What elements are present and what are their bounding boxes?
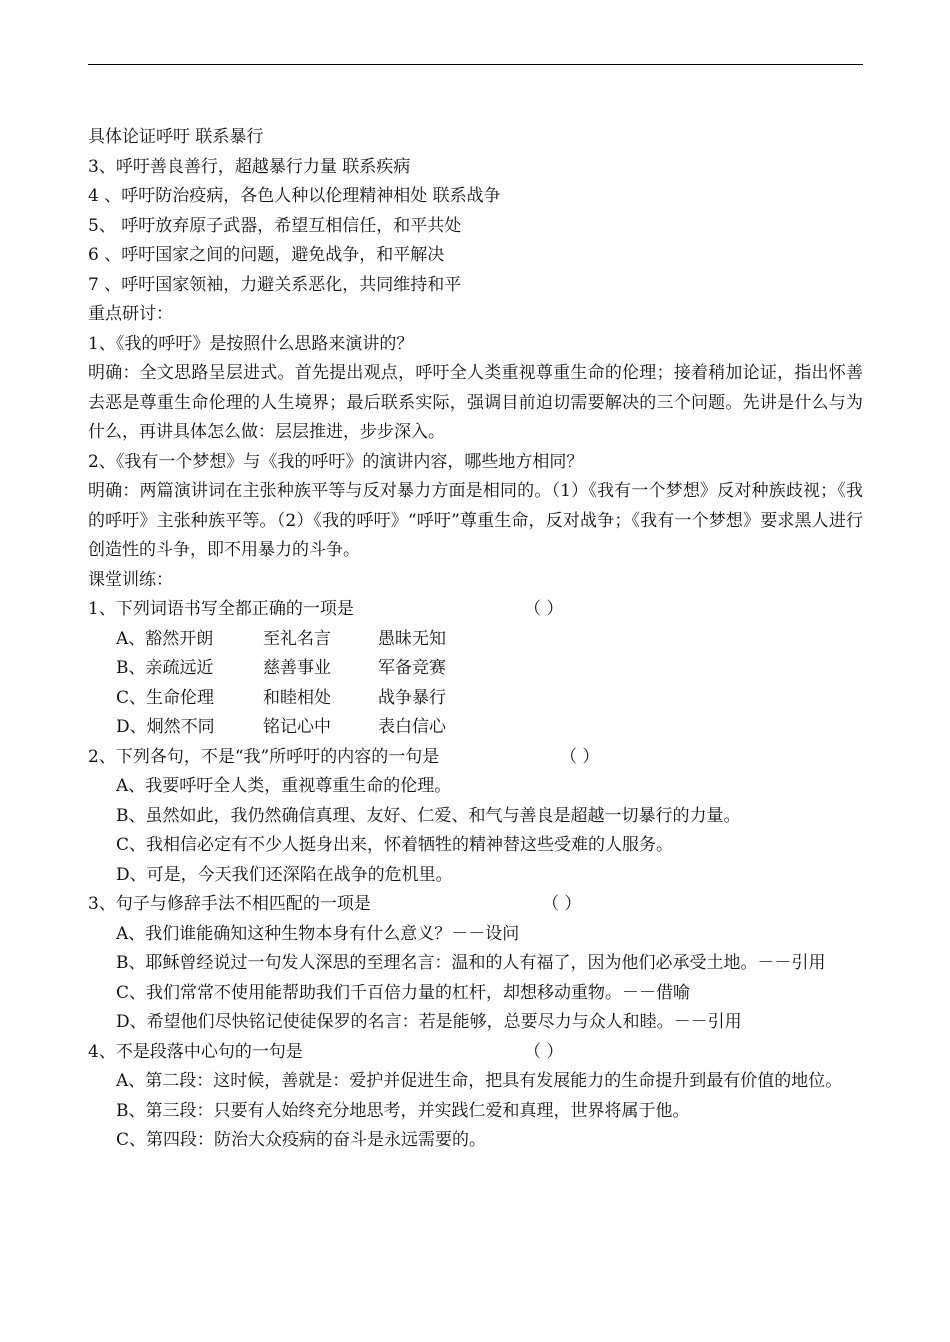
answer-blank: （ ） <box>542 894 582 914</box>
question-1-stem <box>88 595 863 625</box>
option-word: 愚昧无知 <box>378 628 446 649</box>
question-text: 1、下列词语书写全都正确的一项是 <box>88 599 354 619</box>
question-1-option <box>88 713 863 743</box>
practice-heading: 课堂训练： <box>88 569 173 590</box>
header-rule <box>88 64 863 65</box>
question-2-option: A、我要呼吁全人类，重视尊重生命的伦理。 <box>116 776 452 796</box>
text-line: 4 、呼吁防治疫病，各色人种以伦理精神相处 联系战争 <box>88 186 501 206</box>
question-3-option: C、我们常常不使用能帮助我们千百倍力量的杠杆，却想移动重物。－－借喻 <box>116 982 691 1003</box>
question-1-option <box>88 654 863 684</box>
option-word: B、亲疏远近 <box>116 658 214 678</box>
question-4-option: A、第二段：这时候，善就是：爱护并促进生命，把具有发展能力的生命提升到最有价值的地位。 <box>116 1071 843 1091</box>
text-line: 5、 呼吁放弃原子武器，希望互相信任，和平共处 <box>88 215 462 236</box>
option-word: 慈善事业 <box>263 658 331 678</box>
question-3-option: A、我们谁能确知这种生物本身有什么意义？－－设问 <box>116 923 520 944</box>
text-line: 7 、呼吁国家领袖，力避关系恶化，共同维持和平 <box>88 274 462 295</box>
answer-blank: （ ） <box>560 746 600 767</box>
question-3-option: B、耶稣曾经说过一句发人深思的至理名言：温和的人有福了，因为他们必承受土地。－－引用 <box>116 953 826 973</box>
discussion-question-1: 1、《我的呼吁》是按照什么思路来演讲的？ <box>88 333 414 354</box>
discussion-question-2: 2、《我有一个梦想》与《我的呼吁》的演讲内容，哪些地方相同？ <box>88 451 584 472</box>
discussion-answer-2: 明确：两篇演讲词在主张种族平等与反对暴力方面是相同的。（1）《我有一个梦想》反对种族歧视；《我的呼吁》主张种族平等。（2）《我的呼吁》“呼吁”尊重生命，反对战争；《我有一个梦想》要求黑人进行创造性的斗争，即不用暴力的斗争。 <box>88 481 863 560</box>
question-2-stem <box>88 743 863 773</box>
text-line: 3、呼吁善良善行，超越暴行力量 联系疾病 <box>88 156 411 177</box>
answer-blank: （ ） <box>524 599 564 619</box>
question-2-option: D、可是，今天我们还深陷在战争的危机里。 <box>116 864 453 885</box>
question-3-option: D、希望他们尽快铭记使徒保罗的名言：若是能够，总要尽力与众人和睦。－－引用 <box>116 1012 742 1032</box>
question-4-option: C、第四段：防治大众疫病的奋斗是永远需要的。 <box>116 1130 487 1150</box>
option-word: A、豁然开朗 <box>116 628 214 649</box>
question-1-option <box>88 625 863 655</box>
option-word: C、生命伦理 <box>116 687 215 708</box>
question-1-option <box>88 684 863 714</box>
text-line: 6 、呼吁国家之间的问题，避免战争，和平解决 <box>88 245 445 265</box>
option-word: 和睦相处 <box>263 687 331 708</box>
question-2-option: C、我相信必定有不少人挺身出来，怀着牺牲的精神替这些受难的人服务。 <box>116 835 674 855</box>
question-text: 4、不是段落中心句的一句是 <box>88 1041 303 1062</box>
option-word: 至礼名言 <box>263 628 331 649</box>
option-word: 战争暴行 <box>378 687 446 708</box>
question-2-option: B、虽然如此，我仍然确信真理、友好、仁爱、和气与善良是超越一切暴行的力量。 <box>116 805 741 826</box>
option-word: 军备竞赛 <box>378 658 446 678</box>
option-word: D、炯然不同 <box>116 717 215 737</box>
answer-blank: （ ） <box>524 1041 564 1062</box>
question-4-stem <box>88 1038 863 1068</box>
section-heading: 重点研讨： <box>88 304 173 324</box>
discussion-answer-1: 明确：全文思路呈层进式。首先提出观点，呼吁全人类重视尊重生命的伦理；接着稍加论证，指出怀善去恶是尊重生命伦理的人生境界；最后联系实际，强调目前迫切需要解决的三个问题。先讲是什么与为什么，再讲具体怎么做：层层推进，步步深入。 <box>88 363 863 442</box>
question-text: 2、下列各句，不是“我”所呼吁的内容的一句是 <box>88 746 440 767</box>
document-body <box>88 123 863 1156</box>
question-4-option: B、第三段：只要有人始终充分地思考，并实践仁爱和真理，世界将属于他。 <box>116 1100 690 1121</box>
option-word: 铭记心中 <box>263 717 331 737</box>
option-word: 表白信心 <box>378 717 446 737</box>
question-text: 3、句子与修辞手法不相匹配的一项是 <box>88 894 371 914</box>
question-3-stem <box>88 890 863 920</box>
text-line: 具体论证呼吁 联系暴行 <box>88 127 264 147</box>
